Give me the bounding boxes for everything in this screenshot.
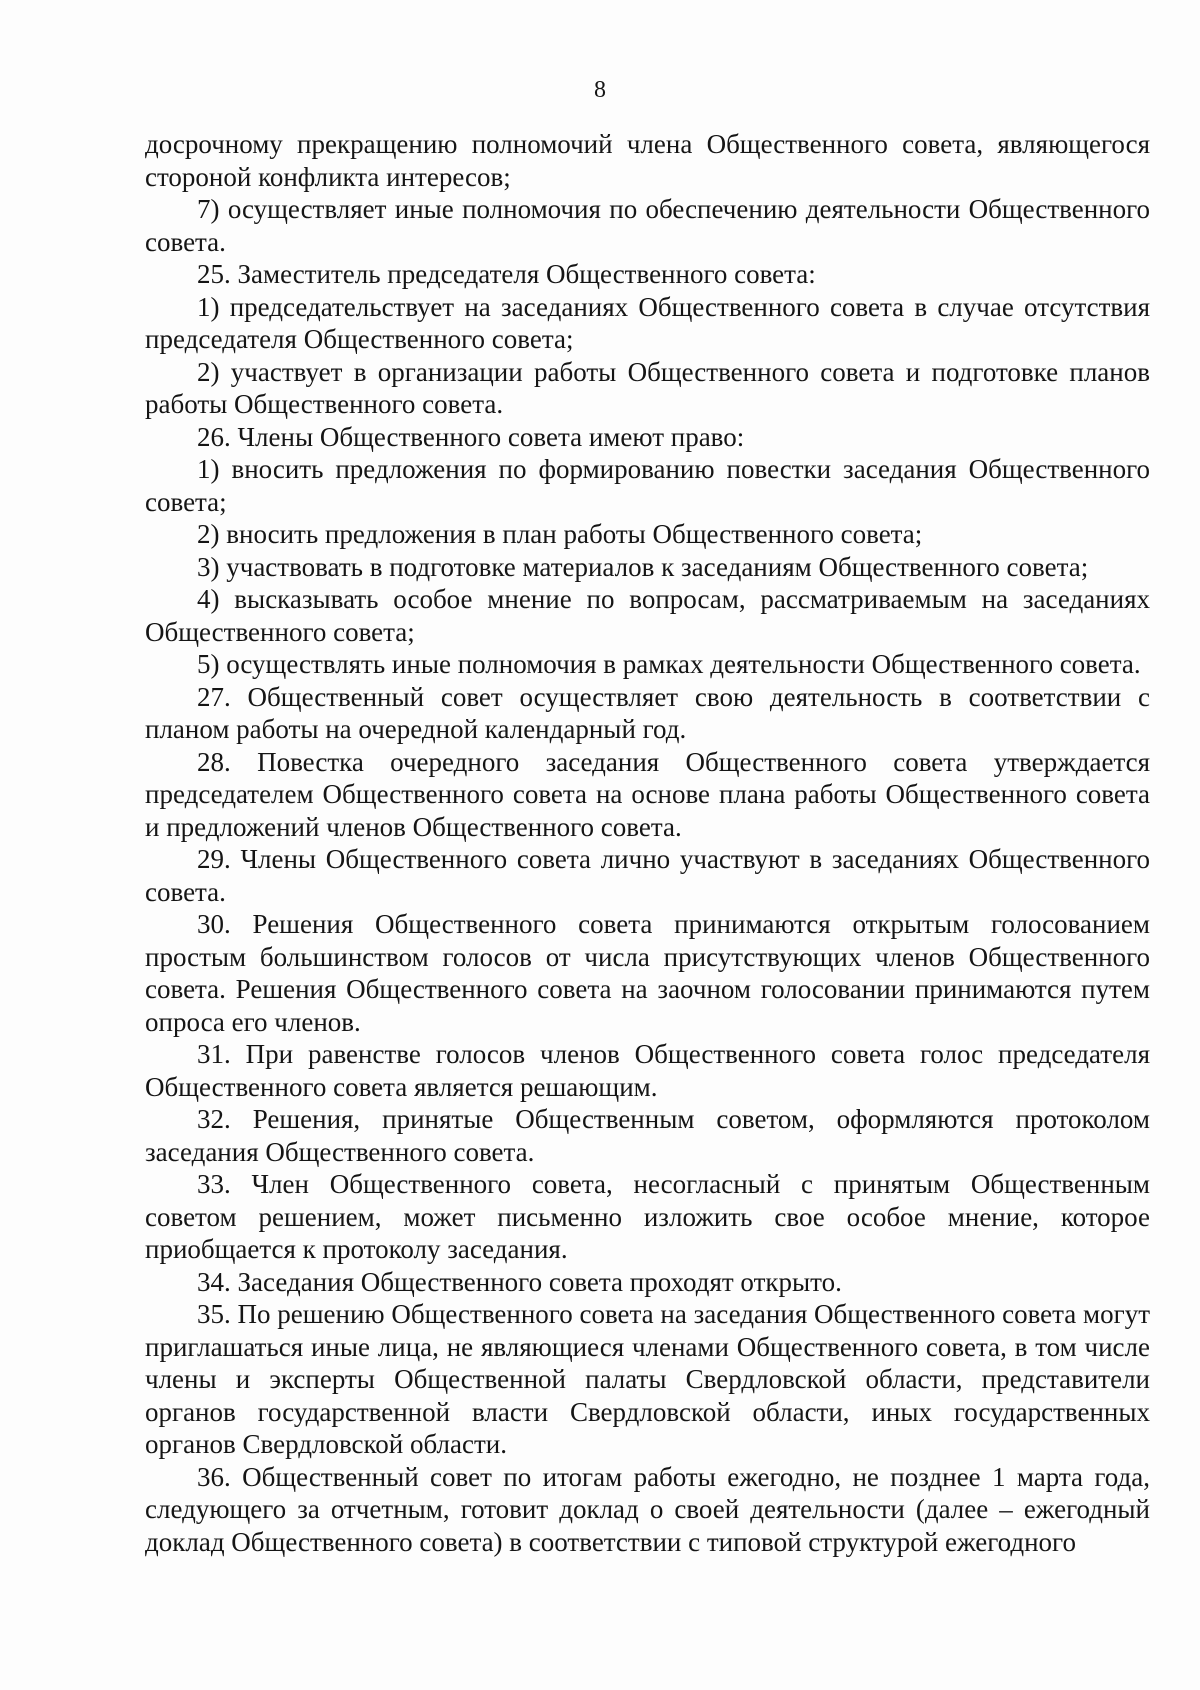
paragraph-26-item-4: 4) высказывать особое мнение по вопросам, рассматриваемым на заседаниях Общественного совета; <box>145 584 1150 647</box>
paragraph-34: 34. Заседания Общественного совета проходят открыто. <box>197 1266 842 1297</box>
paragraph-31: 31. При равенстве голосов членов Общественного совета голос председателя Общественного совета является решающим. <box>145 1039 1150 1102</box>
paragraph-26-item-2: 2) вносить предложения в план работы Общественного совета; <box>197 519 923 549</box>
paragraph-26-item-5: 5) осуществлять иные полномочия в рамках деятельности Общественного совета. <box>197 649 1141 679</box>
paragraph-25-item-1: 1) председательствует на заседаниях Общественного совета в случае отсутствия председателя Общественного совета; <box>145 291 1150 354</box>
page-number: 8 <box>594 77 606 103</box>
paragraph-28: 28. Повестка очередного заседания Общественного совета утверждается председателем Общественного совета на основе плана работы Общественного совета и предложений членов Общественного совета. <box>145 746 1150 842</box>
paragraph-26: 26. Члены Общественного совета имеют право: <box>197 421 745 452</box>
paragraph-29: 29. Члены Общественного совета лично участвуют в заседаниях Общественного совета. <box>145 844 1150 907</box>
paragraph-25: 25. Заместитель председателя Общественного совета: <box>197 259 816 289</box>
paragraph-item-7: 7) осуществляет иные полномочия по обеспечению деятельности Общественного совета. <box>145 194 1150 257</box>
paragraph-27: 27. Общественный совет осуществляет свою деятельность в соответствии с планом работы на очередной календарный год. <box>145 681 1150 744</box>
paragraph-32: 32. Решения, принятые Общественным советом, оформляются протоколом заседания Общественного совета. <box>145 1104 1150 1167</box>
paragraph-30: 30. Решения Общественного совета принимаются открытым голосованием простым большинством голосов от числа присутствующих членов Общественного совета. Решения Общественного совета на заочном голосовании принимаются путем опроса его членов. <box>145 909 1150 1037</box>
paragraph-33: 33. Член Общественного совета, несогласный с принятым Общественным советом решением, может письменно изложить свое особое мнение, которое приобщается к протоколу заседания. <box>145 1169 1150 1264</box>
paragraph-26-item-1: 1) вносить предложения по формированию повестки заседания Общественного совета; <box>145 454 1150 517</box>
paragraph-26-item-3: 3) участвовать в подготовке материалов к заседаниям Общественного совета; <box>197 551 1089 582</box>
paragraph-36: 36. Общественный совет по итогам работы ежегодно, не позднее 1 марта года, следующего за отчетным, готовит доклад о своей деятельности (далее – ежегодный доклад Общественного совета) в соответствии с типовой структурой ежегодного <box>145 1461 1150 1557</box>
paragraph-continuation: досрочному прекращению полномочий члена Общественного совета, являющегося стороной конфликта интересов; <box>145 129 1150 192</box>
document-body <box>145 128 1150 1558</box>
paragraph-35: 35. По решению Общественного совета на заседания Общественного совета могут приглашаться иные лица, не являющиеся членами Общественного совета, в том числе члены и эксперты Общественной палаты Свердловской области, представители органов государственной власти Свердловской области, иных государственных органов Свердловской области. <box>145 1299 1150 1459</box>
paragraph-25-item-2: 2) участвует в организации работы Общественного совета и подготовке планов работы Общественного совета. <box>145 356 1150 419</box>
